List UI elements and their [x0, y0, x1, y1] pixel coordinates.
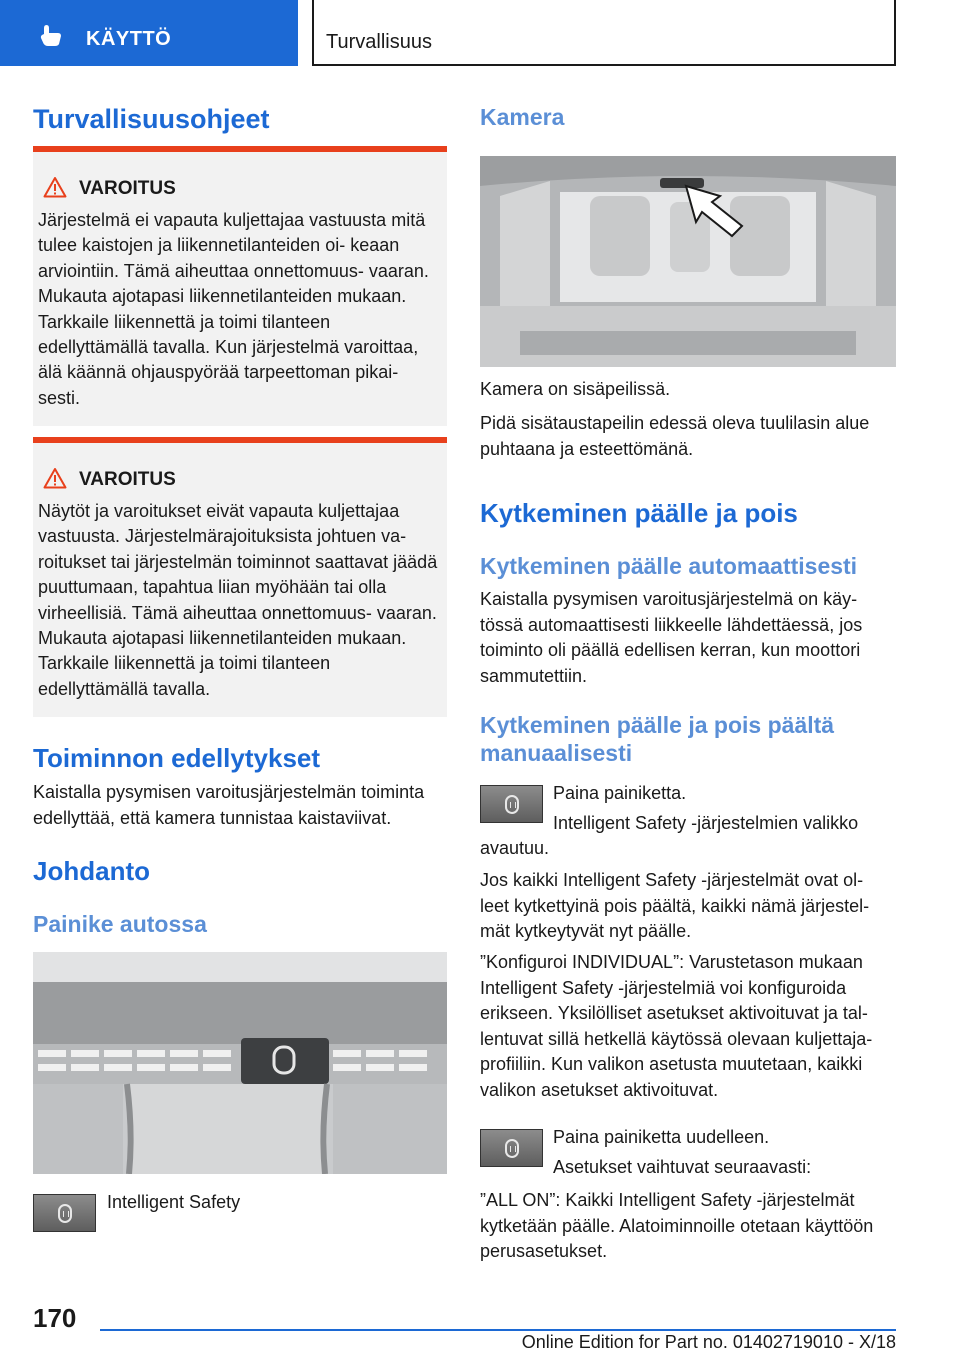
page-title: Turvallisuusohjeet	[33, 104, 270, 134]
dashboard-button-photo	[33, 952, 447, 1174]
warning-triangle-icon	[43, 467, 67, 489]
intelligent-safety-button-icon	[480, 1129, 543, 1167]
button-heading: Painike autossa	[33, 911, 207, 937]
menu-opens-text-cont: avautuu.	[480, 838, 550, 858]
warning-box	[33, 437, 447, 717]
prerequisites-heading: Toiminnon edellytykset	[33, 743, 321, 773]
edition-text: Online Edition for Part no. 01402719010 - X/18	[521, 1332, 896, 1352]
page-number: 170	[33, 1303, 77, 1333]
chapter-tab[interactable]	[0, 0, 298, 66]
manual-heading-line1: Kytkeminen päälle ja pois päältä	[480, 712, 835, 738]
warning-triangle-icon	[43, 176, 67, 198]
section-label: Turvallisuus	[326, 31, 432, 53]
manual-heading-line2: manuaalisesti	[480, 740, 633, 766]
camera-mirror-photo	[480, 156, 896, 367]
switch-heading: Kytkeminen päälle ja pois	[480, 498, 798, 528]
auto-heading: Kytkeminen päälle automaattisesti	[480, 553, 858, 579]
warning-title: VAROITUS	[79, 469, 176, 490]
all-off-text: Jos kaikki Intelligent Safety -järjestelmät ovat ol- leet kytkettyinä pois päältä, kaikki nämä järjestel- mät kytkeytyvät nyt päälle.	[480, 870, 870, 941]
intelligent-safety-button-icon	[33, 1194, 96, 1232]
all-on-text: ”ALL ON”: Kaikki Intelligent Safety -järjestelmät kytketään päälle. Alatoiminnoille otetaan käyttöön perusasetukset.	[480, 1190, 874, 1261]
camera-clean-text: Pidä sisätaustapeilin edessä oleva tuulilasin alue puhtaana ja esteettömänä.	[480, 413, 870, 459]
footer-rule	[100, 1329, 896, 1331]
press-button-text: Paina painiketta.	[553, 783, 687, 803]
press-again-text: Paina painiketta uudelleen.	[553, 1127, 770, 1147]
button-caption: Intelligent Safety	[107, 1192, 241, 1212]
warning-title: VAROITUS	[79, 178, 176, 199]
intro-heading: Johdanto	[33, 856, 150, 886]
menu-opens-text: Intelligent Safety -järjestelmien valikko	[553, 813, 859, 833]
intelligent-safety-button-icon	[480, 785, 543, 823]
hand-pointer-icon	[38, 22, 64, 48]
warning-text: Järjestelmä ei vapauta kuljettajaa vastuusta mitä tulee kaistojen ja liikennetilanteiden oi- keaan arviointiin. Tämä aiheuttaa onnettomuus- vaaran. Mukauta ajotapasi liikennetilanteiden mukaan. Tarkkaile liikennettä ja toimi tilanteen edellyttämällä tavalla. Kun järjestelmä varoittaa, älä käännä ohjauspyörää tarpeettoman pikai- sesti.	[38, 210, 429, 408]
chapter-label: KÄYTTÖ	[86, 28, 172, 50]
settings-change-text: Asetukset vaihtuvat seuraavasti:	[553, 1157, 812, 1177]
auto-text: Kaistalla pysymisen varoitusjärjestelmä on käy- tössä automaattisesti liikkeelle lähdettäessä, jos toiminto oli päällä edellisen kerran, kun moottori sammutettiin.	[480, 589, 863, 686]
prerequisites-text: Kaistalla pysymisen varoitusjärjestelmän toiminta edellyttää, että kamera tunnistaa kaistaviivat.	[33, 782, 425, 828]
configure-text: ”Konfiguroi INDIVIDUAL”: Varustetason mukaan Intelligent Safety -järjestelmiä voi konfiguroida erikseen. Yksilölliset asetukset aktivoituvat ja tal- lentuvat sillä hetkellä käytössä olevaan kuljettaja- profiiliin. Kun valikon asetusta muutetaan, kaikki valikon asetukset aktivoituvat.	[480, 952, 873, 1100]
warning-box	[33, 146, 447, 426]
camera-location-text: Kamera on sisäpeilissä.	[480, 379, 671, 399]
camera-heading: Kamera	[480, 104, 565, 130]
warning-text: Näytöt ja varoitukset eivät vapauta kuljettajaa vastuusta. Järjestelmärajoituksista johtuen va- roitukset tai järjestelmän toiminnot saattavat jäädä puuttumaan, tapahtua liian myöhään tai olla virheellisiä. Tämä aiheuttaa onnettomuus- vaaran. Mukauta ajotapasi liikennetilanteiden mukaan. Tarkkaile liikennettä ja toimi tilanteen edellyttämällä tavalla.	[38, 501, 438, 699]
